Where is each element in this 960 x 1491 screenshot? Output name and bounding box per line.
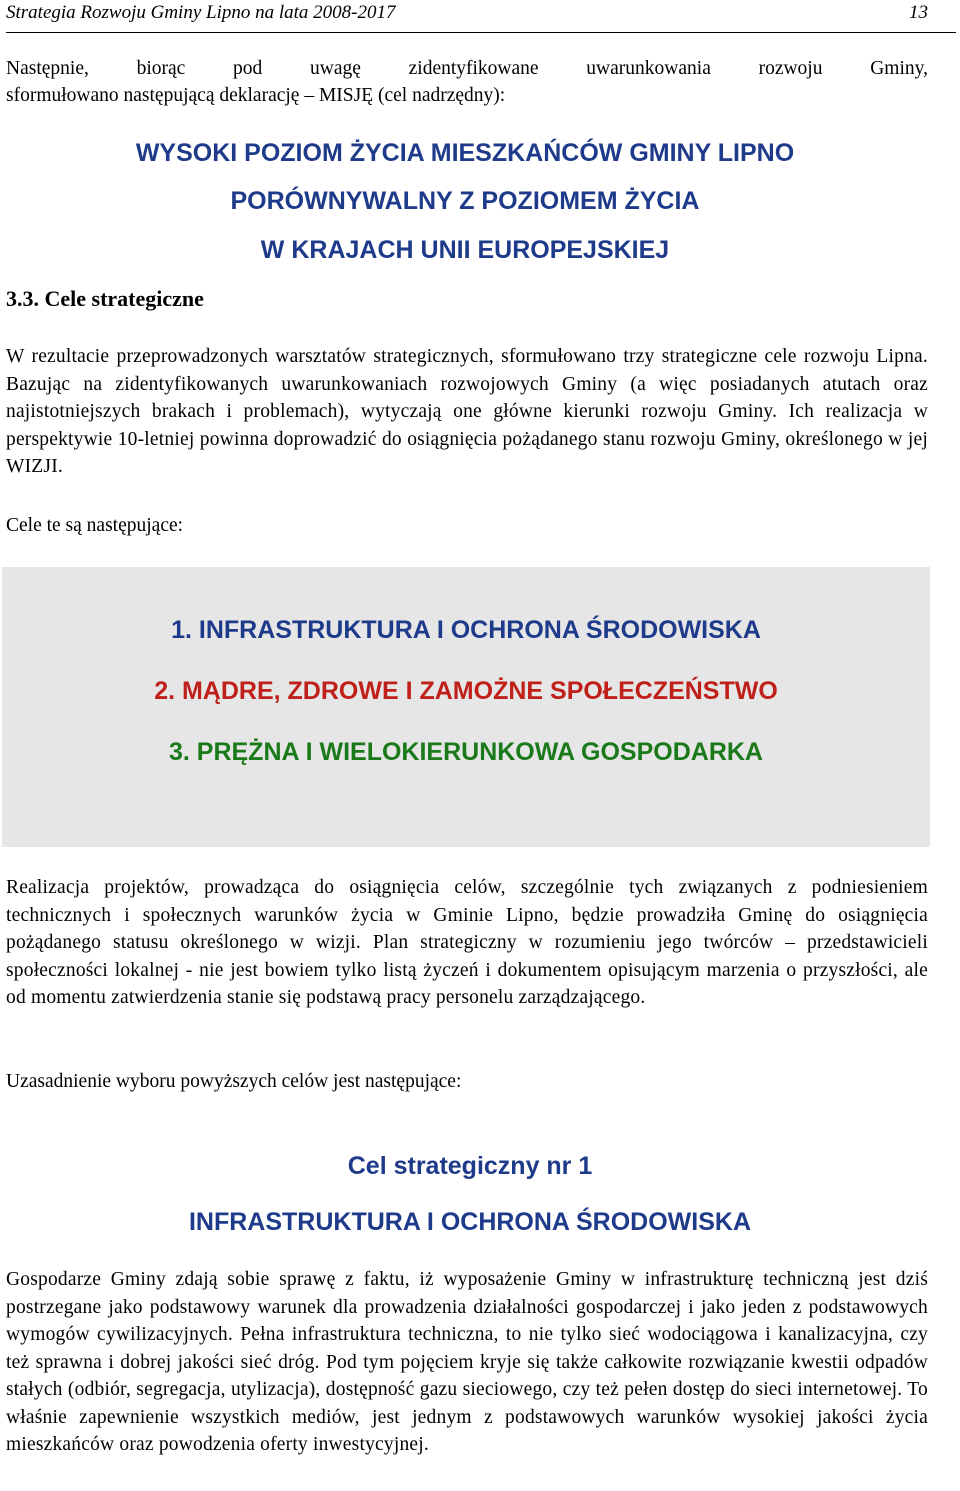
paragraph-strategic-goals: W rezultacie przeprowadzonych warsztatów strategicznych, sformułowano trzy strategiczne cele rozwoju Lipna. Bazując na zidentyfikowanych uwarunkowaniach rozwojowych Gminy (a więc posiadanych atutach oraz najistotniejszych brakach i problemach), wytyczają one główne kierunki rozwoju Gminy. Ich realizacja w perspektywie 10-letniej powinna doprowadzić do osiągnięcia pożądanego stanu rozwoju Gminy, określonego w jej WIZJI. [6, 346, 928, 477]
goals-box [2, 567, 930, 847]
section-heading: 3.3. Cele strategiczne [6, 286, 204, 311]
justification-intro: Uzasadnienie wyboru powyższych celów jest następujące: [6, 1071, 462, 1092]
goal-3: 3. PRĘŻNA I WIELOKIERUNKOWA GOSPODARKA [168, 738, 763, 766]
header-divider [6, 32, 956, 33]
intro-line-1: Następnie, biorąc pod uwagę zidentyfikowane uwarunkowania rozwoju Gminy, [6, 58, 928, 79]
mission-line-2: PORÓWNYWALNY Z POZIOMEM ŻYCIA [230, 187, 700, 215]
goal-detail-heading: Cel strategiczny nr 1 [347, 1152, 593, 1180]
page-number: 13 [909, 2, 928, 23]
mission-line-1: WYSOKI POZIOM ŻYCIA MIESZKAŃCÓW GMINY LIPNO [135, 139, 795, 167]
goal-detail-subheading: INFRASTRUKTURA I OCHRONA ŚRODOWISKA [188, 1208, 751, 1236]
document-title: Strategia Rozwoju Gminy Lipno na lata 2008-2017 [6, 2, 396, 23]
intro-line-2: sformułowano następującą deklarację – MISJĘ (cel nadrzędny): [6, 85, 506, 106]
mission-line-3: W KRAJACH UNII EUROPEJSKIEJ [260, 236, 670, 264]
paragraph-infrastructure: Gospodarze Gminy zdają sobie sprawę z faktu, iż wyposażenie Gminy w infrastrukturę techniczną jest dziś postrzegane jako podstawowy warunek dla prowadzenia działalności gospodarczej i jako jeden z podstawowych wymogów cywilizacyjnych. Pełna infrastruktura techniczna, to nie tylko sieć wodociągowa i kanalizacyjna, czy też sprawna i dobrej jakości sieć dróg. Pod tym pojęciem kryje się także całkowite rozwiązanie kwestii odpadów stałych (odbiór, segregacja, utylizacja), dostępność gazu sieciowego, czy też pełen dostęp do sieci internetowej. To właśnie zapewnienie wszystkich mediów, jest jednym z podstawowych warunków wysokiej jakości życia mieszkańców oraz powodzenia oferty inwestycyjnej. [6, 1269, 928, 1455]
page-header [6, 2, 930, 24]
goals-intro: Cele te są następujące: [6, 515, 184, 536]
goal-1: 1. INFRASTRUKTURA I OCHRONA ŚRODOWISKA [171, 616, 761, 644]
goal-2: 2. MĄDRE, ZDROWE I ZAMOŻNE SPOŁECZEŃSTWO [154, 677, 778, 705]
paragraph-realization: Realizacja projektów, prowadząca do osiągnięcia celów, szczególnie tych związanych z podniesieniem technicznych i społecznych warunków życia w Gminie Lipno, będzie prowadziła Gminę do osiągnięcia pożądanego statusu określonego w wizji. Plan strategiczny w rozumieniu jego twórców – przedstawicieli społeczności lokalnej - nie jest bowiem tylko listą życzeń i dokumentem opisującym marzenia o przyszłości, ale od momentu zatwierdzenia stanie się podstawą pracy personelu zarządzającego. [6, 877, 928, 1008]
